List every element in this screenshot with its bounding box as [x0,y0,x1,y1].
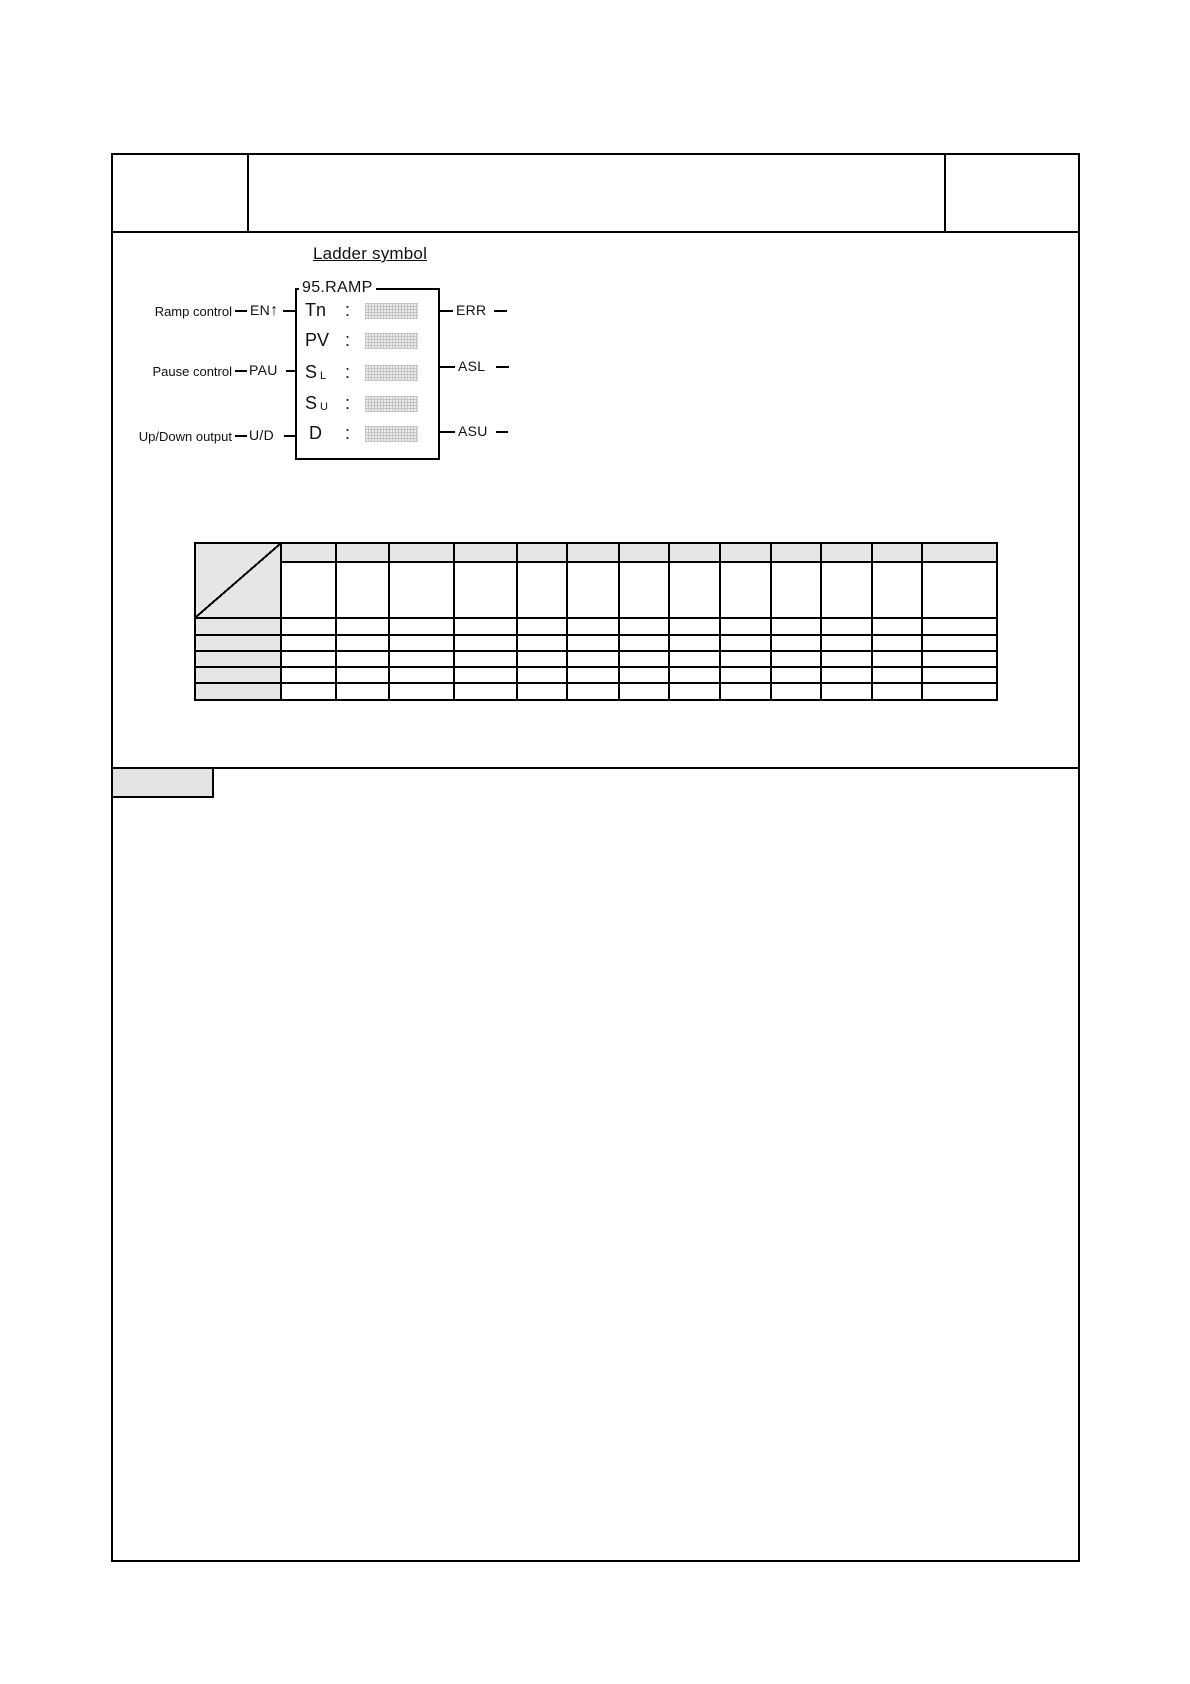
table-cell [389,667,454,683]
table-subheader-cell [922,562,997,618]
table-cell [669,618,720,635]
table-cell [454,651,517,667]
table-cell [517,618,567,635]
table-cell [821,667,872,683]
param-colon: : [345,362,351,382]
table-cell [567,635,619,651]
table-cell [720,618,771,635]
param-name: S [305,362,318,382]
output-pin-err: ERR [456,302,487,318]
table-subheader-cell [872,562,922,618]
table-header-cell [720,543,771,562]
param-row-tn [305,300,420,322]
table-cell [720,667,771,683]
connector-line [284,435,295,437]
ladder-symbol-heading: Ladder symbol [312,244,428,263]
table-header-cell [336,543,389,562]
param-subscript: U [320,401,328,413]
connector-line [440,310,453,312]
table-corner-cell [195,543,281,618]
connector-line [235,435,247,437]
input-description-pau: Pause control [152,364,232,379]
table-header-cell [389,543,454,562]
input-description-en: Ramp control [154,304,232,319]
table-header-cell [922,543,997,562]
param-name: Tn [305,300,327,320]
table-subheader-cell [720,562,771,618]
table-cell [669,667,720,683]
table-cell [281,635,336,651]
table-subheader-cell [669,562,720,618]
table-row-label-cell [195,683,281,700]
connector-line [235,370,247,372]
param-subscript: L [320,370,327,382]
param-row-pv [305,330,420,352]
table-subheader-cell [517,562,567,618]
table-cell [821,683,872,700]
input-pin-pau: PAU [249,362,278,378]
table-header-cell [517,543,567,562]
connector-line [440,431,455,433]
operand-field-hatch [365,396,418,412]
table-cell [567,651,619,667]
table-subheader-cell [567,562,619,618]
operand-table [194,542,998,701]
table-subheader-cell [389,562,454,618]
table-cell [872,618,922,635]
param-colon: : [345,300,351,320]
table-cell [922,683,997,700]
table-cell [454,618,517,635]
connector-line [496,366,509,368]
table-cell [336,651,389,667]
table-header-cell [619,543,669,562]
connector-line [440,366,455,368]
table-cell [720,683,771,700]
table-subheader-cell [454,562,517,618]
table-cell [619,635,669,651]
table-subheader-cell [821,562,872,618]
ladder-block-title: 95.RAMP [299,279,376,297]
output-pin-asu: ASU [458,423,488,439]
table-cell [454,635,517,651]
table-subheader-cell [336,562,389,618]
table-cell [771,683,821,700]
operand-field-hatch [365,365,418,381]
description-section-box [111,767,1080,1562]
table-subheader-cell [771,562,821,618]
table-cell [720,651,771,667]
table-cell [389,635,454,651]
table-cell [619,683,669,700]
table-cell [619,618,669,635]
table-cell [517,667,567,683]
header-divider-left [247,155,249,231]
table-cell [619,651,669,667]
table-row-label-cell [195,651,281,667]
table-subheader-cell [281,562,336,618]
table-row-label-cell [195,618,281,635]
input-pin-en [250,302,278,318]
table-cell [771,667,821,683]
operand-field-hatch [365,426,418,442]
table-cell [872,651,922,667]
param-colon: : [345,393,351,413]
table-cell [821,635,872,651]
input-description-ud: Up/Down output [138,429,232,444]
param-row-sl [305,362,420,384]
table-subheader-cell [619,562,669,618]
param-row-su [305,393,420,415]
connector-line [283,310,295,312]
table-cell [669,651,720,667]
table-cell [454,683,517,700]
table-cell [922,635,997,651]
table-cell [669,683,720,700]
table-cell [281,618,336,635]
table-cell [872,667,922,683]
table-cell [281,667,336,683]
table-cell [922,651,997,667]
table-cell [872,683,922,700]
param-name: D [309,423,322,443]
param-name: S [305,393,318,413]
table-header-cell [669,543,720,562]
output-pin-asl: ASL [458,358,486,374]
table-header-cell [567,543,619,562]
table-cell [336,618,389,635]
connector-line [286,370,295,372]
table-cell [922,618,997,635]
param-name: PV [305,330,330,350]
operand-field-hatch [365,303,418,319]
connector-line [494,310,507,312]
table-cell [771,635,821,651]
table-cell [389,618,454,635]
table-cell [771,618,821,635]
table-header-cell [821,543,872,562]
table-cell [720,635,771,651]
table-cell [567,667,619,683]
table-row-label-cell [195,667,281,683]
param-row-d [305,423,420,445]
rising-edge-arrow: ↑ [270,302,279,319]
table-cell [771,651,821,667]
table-header-cell [872,543,922,562]
table-header-cell [281,543,336,562]
table-row-label-cell [195,635,281,651]
table-cell [517,683,567,700]
input-pin-ud: U/D [249,427,275,443]
table-cell [389,683,454,700]
param-colon: : [345,330,351,350]
header-divider-right [944,155,946,231]
table-cell [922,667,997,683]
pin-text: EN [250,302,271,318]
table-cell [336,683,389,700]
table-cell [567,683,619,700]
table-cell [821,618,872,635]
table-cell [454,667,517,683]
table-cell [336,667,389,683]
table-cell [567,618,619,635]
table-cell [281,683,336,700]
section-tab [111,767,214,798]
table-header-cell [771,543,821,562]
header-band [111,153,1080,233]
connector-line [235,310,247,312]
table-cell [872,635,922,651]
param-colon: : [345,423,351,443]
table-cell [517,635,567,651]
table-cell [281,651,336,667]
operand-table-wrap [194,542,998,701]
table-cell [669,635,720,651]
table-cell [389,651,454,667]
operand-field-hatch [365,333,418,349]
connector-line [496,431,508,433]
table-cell [517,651,567,667]
table-cell [821,651,872,667]
table-header-cell [454,543,517,562]
table-cell [619,667,669,683]
table-cell [336,635,389,651]
